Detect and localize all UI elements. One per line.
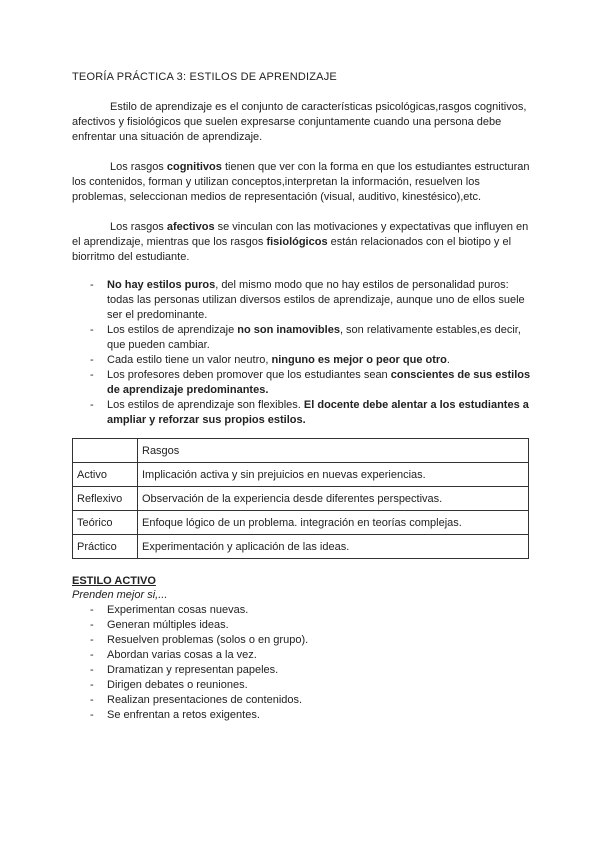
text-run: Los estilos de aprendizaje <box>107 324 238 336</box>
table-cell-trait: Experimentación y aplicación de las ideas. <box>138 535 529 559</box>
list-item <box>72 648 534 663</box>
list-item <box>72 323 534 353</box>
table-header-cell: Rasgos <box>138 439 529 463</box>
document-title: TEORÍA PRÁCTICA 3: ESTILOS DE APRENDIZAJE <box>72 71 337 83</box>
list-item-text: Se enfrentan a retos exigentes. <box>107 709 260 721</box>
dash-marker: - <box>90 664 94 676</box>
list-item-text: Dramatizan y representan papeles. <box>107 664 279 676</box>
table-row <box>73 511 529 535</box>
table-row <box>73 535 529 559</box>
list-item <box>72 678 534 693</box>
table-cell-trait: Observación de la experiencia desde diferentes perspectivas. <box>138 487 529 511</box>
dash-marker: - <box>90 694 94 706</box>
bold-run: no son inamovibles <box>237 324 340 336</box>
text-run: , del mismo modo que no hay estilos de personalidad puros: todas las personas utilizan diversos estilos de aprendizaje, aunque uno de ellos suele ser el predominante. <box>107 279 525 321</box>
text-run: Cada estilo tiene un valor neutro, <box>107 354 272 366</box>
list-item <box>72 368 534 398</box>
bold-run: El docente debe alentar a los estudiantes a ampliar y reforzar sus propios estilos. <box>107 399 529 426</box>
dash-marker: - <box>90 324 94 336</box>
text-run: están relacionados con el biotipo y el biorritmo del estudiante. <box>72 236 512 263</box>
list-item <box>72 663 534 678</box>
bold-run: ninguno es mejor o peor que otro <box>271 354 447 366</box>
list-item <box>72 693 534 708</box>
list-item <box>72 398 534 428</box>
dash-marker: - <box>90 649 94 661</box>
text-run: Los profesores deben promover que los estudiantes sean <box>107 369 391 381</box>
bold-run: conscientes de sus estilos de aprendizaje predominantes. <box>107 369 531 396</box>
list-item <box>72 633 534 648</box>
list-item <box>72 603 534 618</box>
dash-marker: - <box>90 634 94 646</box>
bold-run: cognitivos <box>166 161 222 173</box>
text-run: tienen que ver con la forma en que los estudiantes estructuran los contenidos, forman y utilizan conceptos,interpretan la información, resuelven los problemas, seleccionan medios de representación (visual, auditivo, kinestésico),etc. <box>72 161 530 203</box>
list-item-text: Dirigen debates o reuniones. <box>107 679 248 691</box>
table-cell-style: Teórico <box>73 511 138 535</box>
list-item <box>72 278 534 323</box>
dash-marker: - <box>90 619 94 631</box>
list-item-text: Realizan presentaciones de contenidos. <box>107 694 303 706</box>
dash-marker: - <box>90 399 94 411</box>
text-run: se vinculan con las motivaciones y expectativas que influyen en el aprendizaje, mientras que los rasgos <box>72 221 529 248</box>
table-row <box>73 487 529 511</box>
table-cell-style: Práctico <box>73 535 138 559</box>
section-heading: ESTILO ACTIVO <box>72 575 156 587</box>
list-item-text: Abordan varias cosas a la vez. <box>107 649 257 661</box>
table-cell-style: Activo <box>73 463 138 487</box>
active-style-list <box>72 603 534 723</box>
table-header-row <box>73 439 529 463</box>
dash-marker: - <box>90 679 94 691</box>
table-cell-style: Reflexivo <box>73 487 138 511</box>
dash-marker: - <box>90 709 94 721</box>
list-item-text: Resuelven problemas (solos o en grupo). <box>107 634 309 646</box>
text-run: . <box>446 354 450 366</box>
text-run: , son relativamente estables,es decir, que pueden cambiar. <box>107 324 521 351</box>
styles-table-wrapper <box>72 438 529 559</box>
text-run: Los estilos de aprendizaje son flexibles. <box>107 399 304 411</box>
dash-marker: - <box>90 279 94 291</box>
text-run: Los rasgos <box>110 161 167 173</box>
section-subtitle: Prenden mejor si,... <box>72 589 168 601</box>
table-cell-trait: Implicación activa y sin prejuicios en nuevas experiencias. <box>138 463 529 487</box>
dash-marker: - <box>90 604 94 616</box>
list-item <box>72 353 534 368</box>
intro-paragraph: Estilo de aprendizaje es el conjunto de características psicológicas,rasgos cognitivos, afectivos y fisiológicos que suelen expresarse conjuntamente cuando una persona debe enfrentar una situación de aprendizaje. <box>72 101 527 143</box>
text-run: Los rasgos <box>110 221 167 233</box>
principles-list <box>72 278 534 428</box>
list-item <box>72 618 534 633</box>
bold-run: fisiológicos <box>266 236 328 248</box>
list-item-text: Generan múltiples ideas. <box>107 619 229 631</box>
cognitive-paragraph <box>72 160 532 205</box>
list-item-text: Experimentan cosas nuevas. <box>107 604 249 616</box>
list-item <box>72 708 534 723</box>
bold-run: No hay estilos puros <box>107 279 216 291</box>
dash-marker: - <box>90 369 94 381</box>
affective-paragraph <box>72 220 532 265</box>
table-cell-trait: Enfoque lógico de un problema. integración en teorías complejas. <box>138 511 529 535</box>
bold-run: afectivos <box>166 221 215 233</box>
table-header-cell <box>73 439 138 463</box>
dash-marker: - <box>90 354 94 366</box>
styles-table <box>72 438 529 559</box>
table-row <box>73 463 529 487</box>
